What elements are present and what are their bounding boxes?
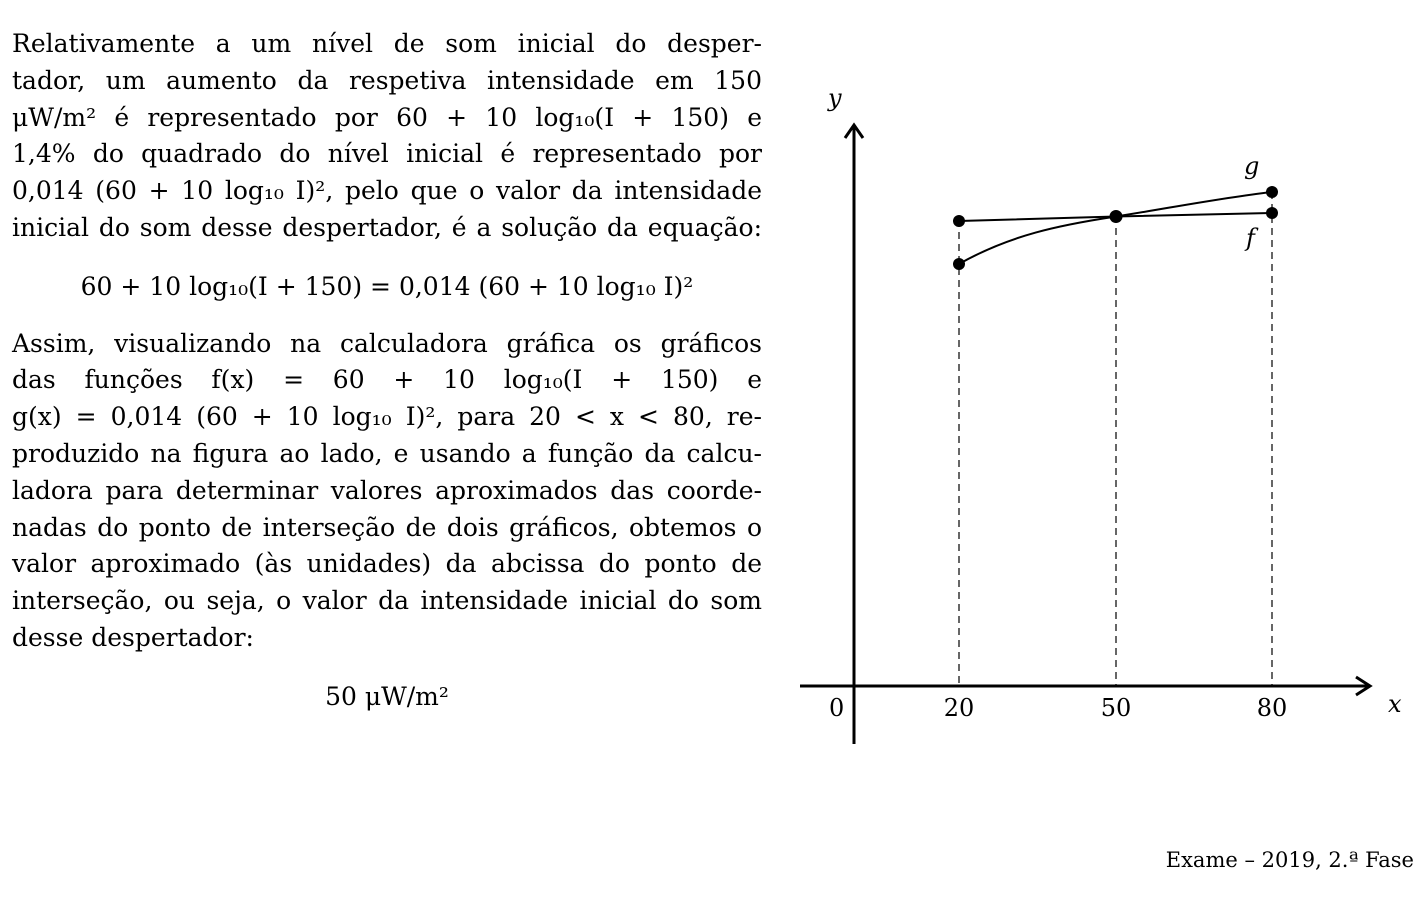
paragraph-intro <box>12 26 762 247</box>
answer: 50 μW/m² <box>325 681 449 711</box>
text-line: inicial do som desse despertador, é a solução da equação: <box>12 212 762 242</box>
text-line: produzido na figura ao lado, e usando a função da calcu- <box>12 438 762 468</box>
text-line: desse despertador: <box>12 622 254 652</box>
text-line: tador, um aumento da respetiva intensidade em 150 <box>12 65 762 95</box>
x-tick-label-80: 80 <box>1256 694 1288 722</box>
x-tick-label-20: 20 <box>943 694 975 722</box>
y-axis-label: y <box>828 84 842 112</box>
origin-label: 0 <box>829 694 845 722</box>
curve-f-label: f <box>1246 224 1255 252</box>
text-line: μW/m² é representado por 60 + 10 log₁₀(I + 150) e <box>12 102 762 132</box>
text-line: nadas do ponto de interseção de dois gráficos, obtemos o <box>12 512 762 542</box>
text-line: valor aproximado (às unidades) da abcissa do ponto de <box>12 549 762 579</box>
point-g-end <box>1266 186 1278 198</box>
equation: 60 + 10 log₁₀(I + 150) = 0,014 (60 + 10 log₁₀ I)² <box>80 271 694 301</box>
curve-g-label: g <box>1244 152 1260 180</box>
graph-svg <box>790 70 1428 760</box>
intersection-point <box>1110 210 1123 223</box>
text-line: Assim, visualizando na calculadora gráfica os gráficos <box>12 328 762 358</box>
x-tick-label-50: 50 <box>1100 694 1132 722</box>
text-line: ladora para determinar valores aproximados das coorde- <box>12 475 762 505</box>
paragraph-method <box>12 326 762 657</box>
text-line: g(x) = 0,014 (60 + 10 log₁₀ I)², para 20 < x < 80, re- <box>12 402 762 432</box>
text-line: Relativamente a um nível de som inicial do desper- <box>12 29 762 58</box>
graph-figure <box>790 70 1428 760</box>
text-column <box>12 26 762 716</box>
text-line: interseção, ou seja, o valor da intensidade inicial do som <box>12 586 762 616</box>
exam-reference: Exame – 2019, 2.ª Fase <box>1165 848 1414 872</box>
text-line: 1,4% do quadrado do nível inicial é representado por <box>12 139 762 169</box>
text-line: 0,014 (60 + 10 log₁₀ I)², pelo que o valor da intensidade <box>12 176 762 206</box>
point-g-start <box>953 258 965 270</box>
point-f-end <box>1266 207 1278 219</box>
point-f-start <box>953 215 965 227</box>
text-line: das funções f(x) = 60 + 10 log₁₀(I + 150) e <box>12 365 762 395</box>
x-axis-label: x <box>1388 690 1402 718</box>
